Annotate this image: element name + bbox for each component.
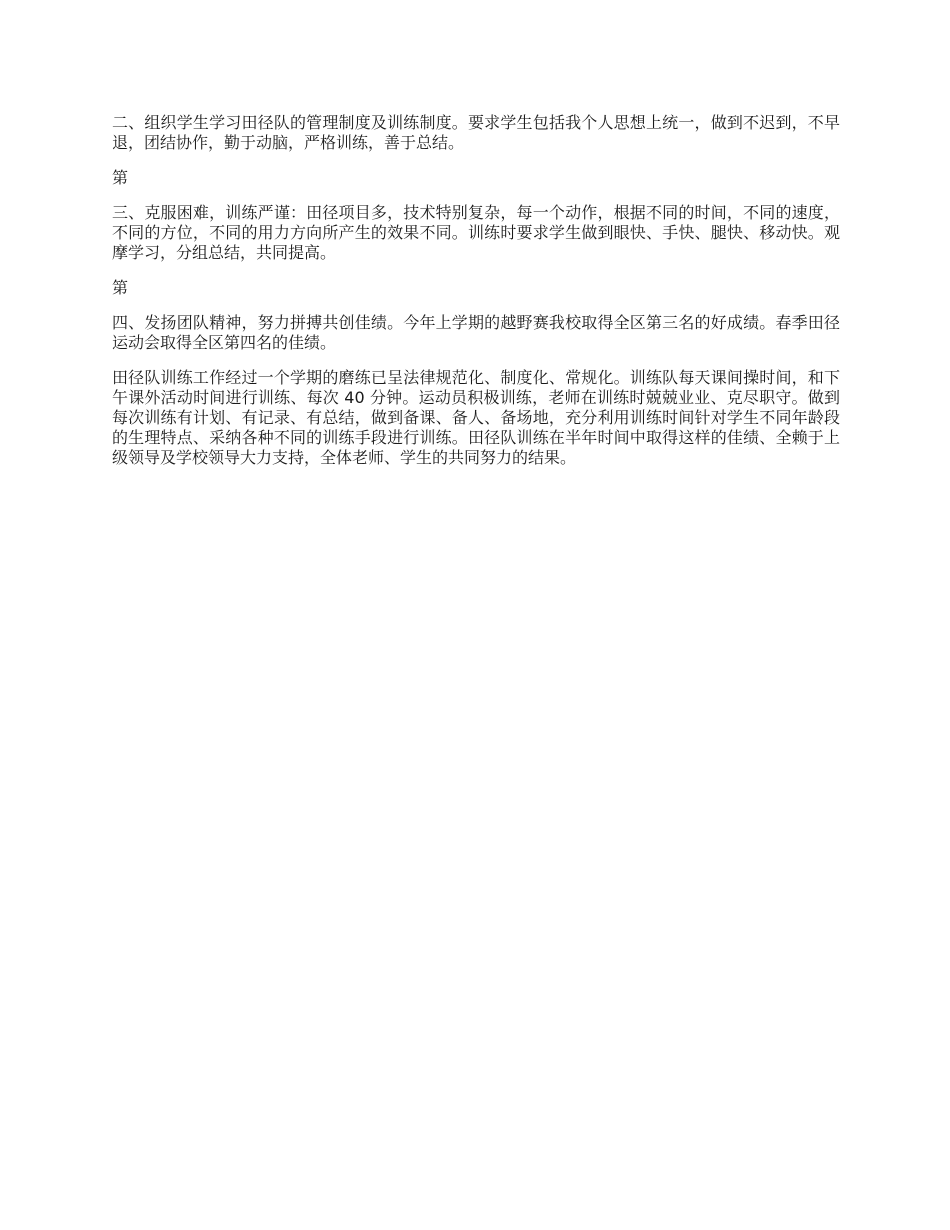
document-page — [112, 113, 840, 483]
paragraph-summary: 田径队训练工作经过一个学期的磨练已呈法律规范化、制度化、常规化。训练队每天课间操时间，和下午课外活动时间进行训练、每次 40 分钟。运动员积极训练，老师在训练时兢兢业业、克尽职守。做到每次训练有计划、有记录、有总结，做到备课、备人、备场地，充分利用训练时间针对学生不同年龄段的生理特点、采纳各种不同的训练手段进行训练。田径队训练在半年时间中取得这样的佳绩、全赖于上级领导及学校领导大力支持，全体老师、学生的共同努力的结果。 — [112, 368, 840, 467]
paragraph-discipline: 二、组织学生学习田径队的管理制度及训练制度。要求学生包括我个人思想上统一，做到不迟到，不早退，团结协作，勤于动脑，严格训练，善于总结。 — [112, 113, 840, 152]
paragraph-training: 三、克服困难，训练严谨：田径项目多，技术特别复杂，每一个动作，根据不同的时间，不同的速度，不同的方位，不同的用力方向所产生的效果不同。训练时要求学生做到眼快、手快、腿快、移动快。观摩学习，分组总结，共同提高。 — [112, 203, 840, 262]
paragraph-team-spirit: 四、发扬团队精神，努力拼搏共创佳绩。今年上学期的越野赛我校取得全区第三名的好成绩。春季田径运动会取得全区第四名的佳绩。 — [112, 313, 840, 352]
paragraph-marker: 第 — [112, 278, 129, 297]
paragraph-marker: 第 — [112, 168, 129, 187]
